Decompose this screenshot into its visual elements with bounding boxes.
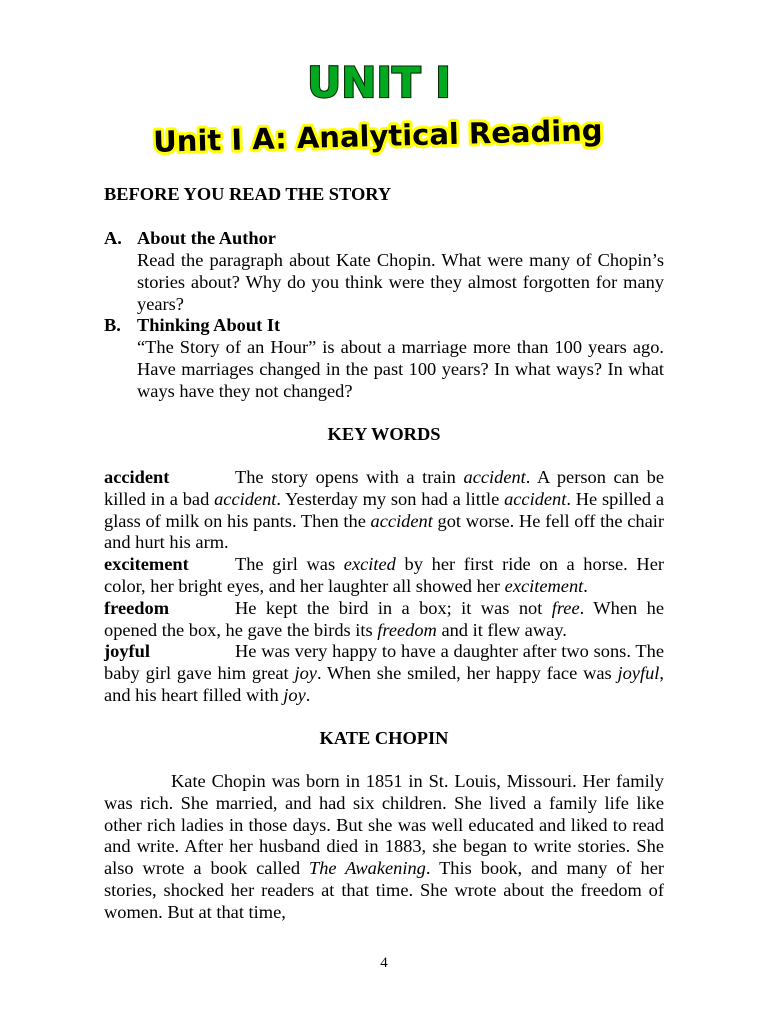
key-word-text: , and his heart filled with [104, 662, 664, 705]
unit-subtitle: Unit I A: Analytical Reading [152, 113, 603, 159]
key-word-entry [104, 554, 664, 598]
key-word-text: . A person can be killed in a bad [104, 467, 664, 509]
key-word-emphasis: free [551, 598, 580, 618]
key-word-emphasis: joy [294, 662, 317, 683]
section-heading-before-read: BEFORE YOU READ THE STORY [104, 184, 392, 204]
key-word-emphasis: accident [504, 488, 567, 509]
key-word-text: . He spilled a glass of milk on his pants. Then the [104, 488, 664, 531]
key-word-emphasis: accident [214, 488, 277, 509]
list-title-b: Thinking About It [137, 315, 281, 335]
section-heading-key-words: KEY WORDS [327, 424, 441, 444]
page-number: 4 [380, 955, 388, 971]
key-word-term: joyful [104, 641, 150, 661]
key-word-emphasis: excitement [504, 575, 584, 596]
list-marker-a: A. [104, 228, 122, 248]
key-word-emphasis: accident [370, 510, 433, 531]
list-title-a: About the Author [137, 228, 276, 248]
key-word-text: He kept the bird in a box; it was not [235, 598, 552, 618]
list-item-b-body: “The Story of an Hour” is about a marriage more than 100 years ago. Have marriages changed in the past 100 years? In what ways? In what ways have they not changed? [137, 337, 664, 401]
key-word-text: by her first ride on a horse. Her color, her bright eyes, and her laughter all showed her [104, 554, 664, 596]
key-word-text: . [583, 575, 588, 596]
key-word-term: excitement [104, 554, 189, 574]
unit-title: UNIT I [307, 58, 451, 107]
key-word-term: freedom [104, 598, 170, 618]
key-word-text: . When he opened the box, he gave the birds its [104, 598, 664, 640]
book-title: The Awakening [308, 858, 426, 879]
key-word-emphasis: freedom [377, 619, 437, 640]
section-heading-kate-chopin: KATE CHOPIN [319, 728, 449, 748]
key-word-text: He was very happy to have a daughter after two sons. The baby girl gave him great [104, 641, 664, 683]
key-word-emphasis: excited [343, 554, 396, 574]
key-word-text: The story opens with a train [235, 467, 464, 487]
key-word-text: The girl was [235, 554, 344, 574]
key-word-entry [104, 467, 664, 554]
list-item-a-title [104, 228, 276, 250]
key-word-term: accident [104, 467, 170, 487]
list-item-b-title [104, 315, 280, 337]
key-word-emphasis: accident [463, 467, 526, 487]
key-word-emphasis: joyful [617, 662, 660, 683]
key-word-text: . When she smiled, her happy face was [316, 662, 618, 683]
key-word-text: . [305, 684, 311, 705]
list-marker-b: B. [104, 315, 121, 335]
key-word-entry [104, 598, 664, 642]
key-word-entry [104, 641, 664, 706]
list-item-a-body: Read the paragraph about Kate Chopin. What were many of Chopin’s stories about? Why do you think were they almost forgotten for many years? [137, 250, 664, 314]
biography-paragraph [104, 771, 664, 924]
key-word-text: . Yesterday my son had a little [276, 488, 505, 509]
key-word-emphasis: joy [283, 684, 306, 705]
key-word-text: and it flew away. [436, 619, 567, 640]
title-wordart [0, 0, 768, 175]
key-word-text: got worse. He fell off the chair and hurt his arm. [104, 510, 664, 553]
biography-text: Kate Chopin was born in 1851 in St. Louis, Missouri. Her family was rich. She married, and had six children. She lived a family life like other rich ladies in those days. But she was well educated and liked to read and write. After her husband died in 1883, she began to write stories. She also wrote a book called [104, 771, 664, 879]
biography-text: . This book, and many of her stories, shocked her readers at that time. She wrote about the freedom of women. But at that time, [104, 858, 664, 922]
